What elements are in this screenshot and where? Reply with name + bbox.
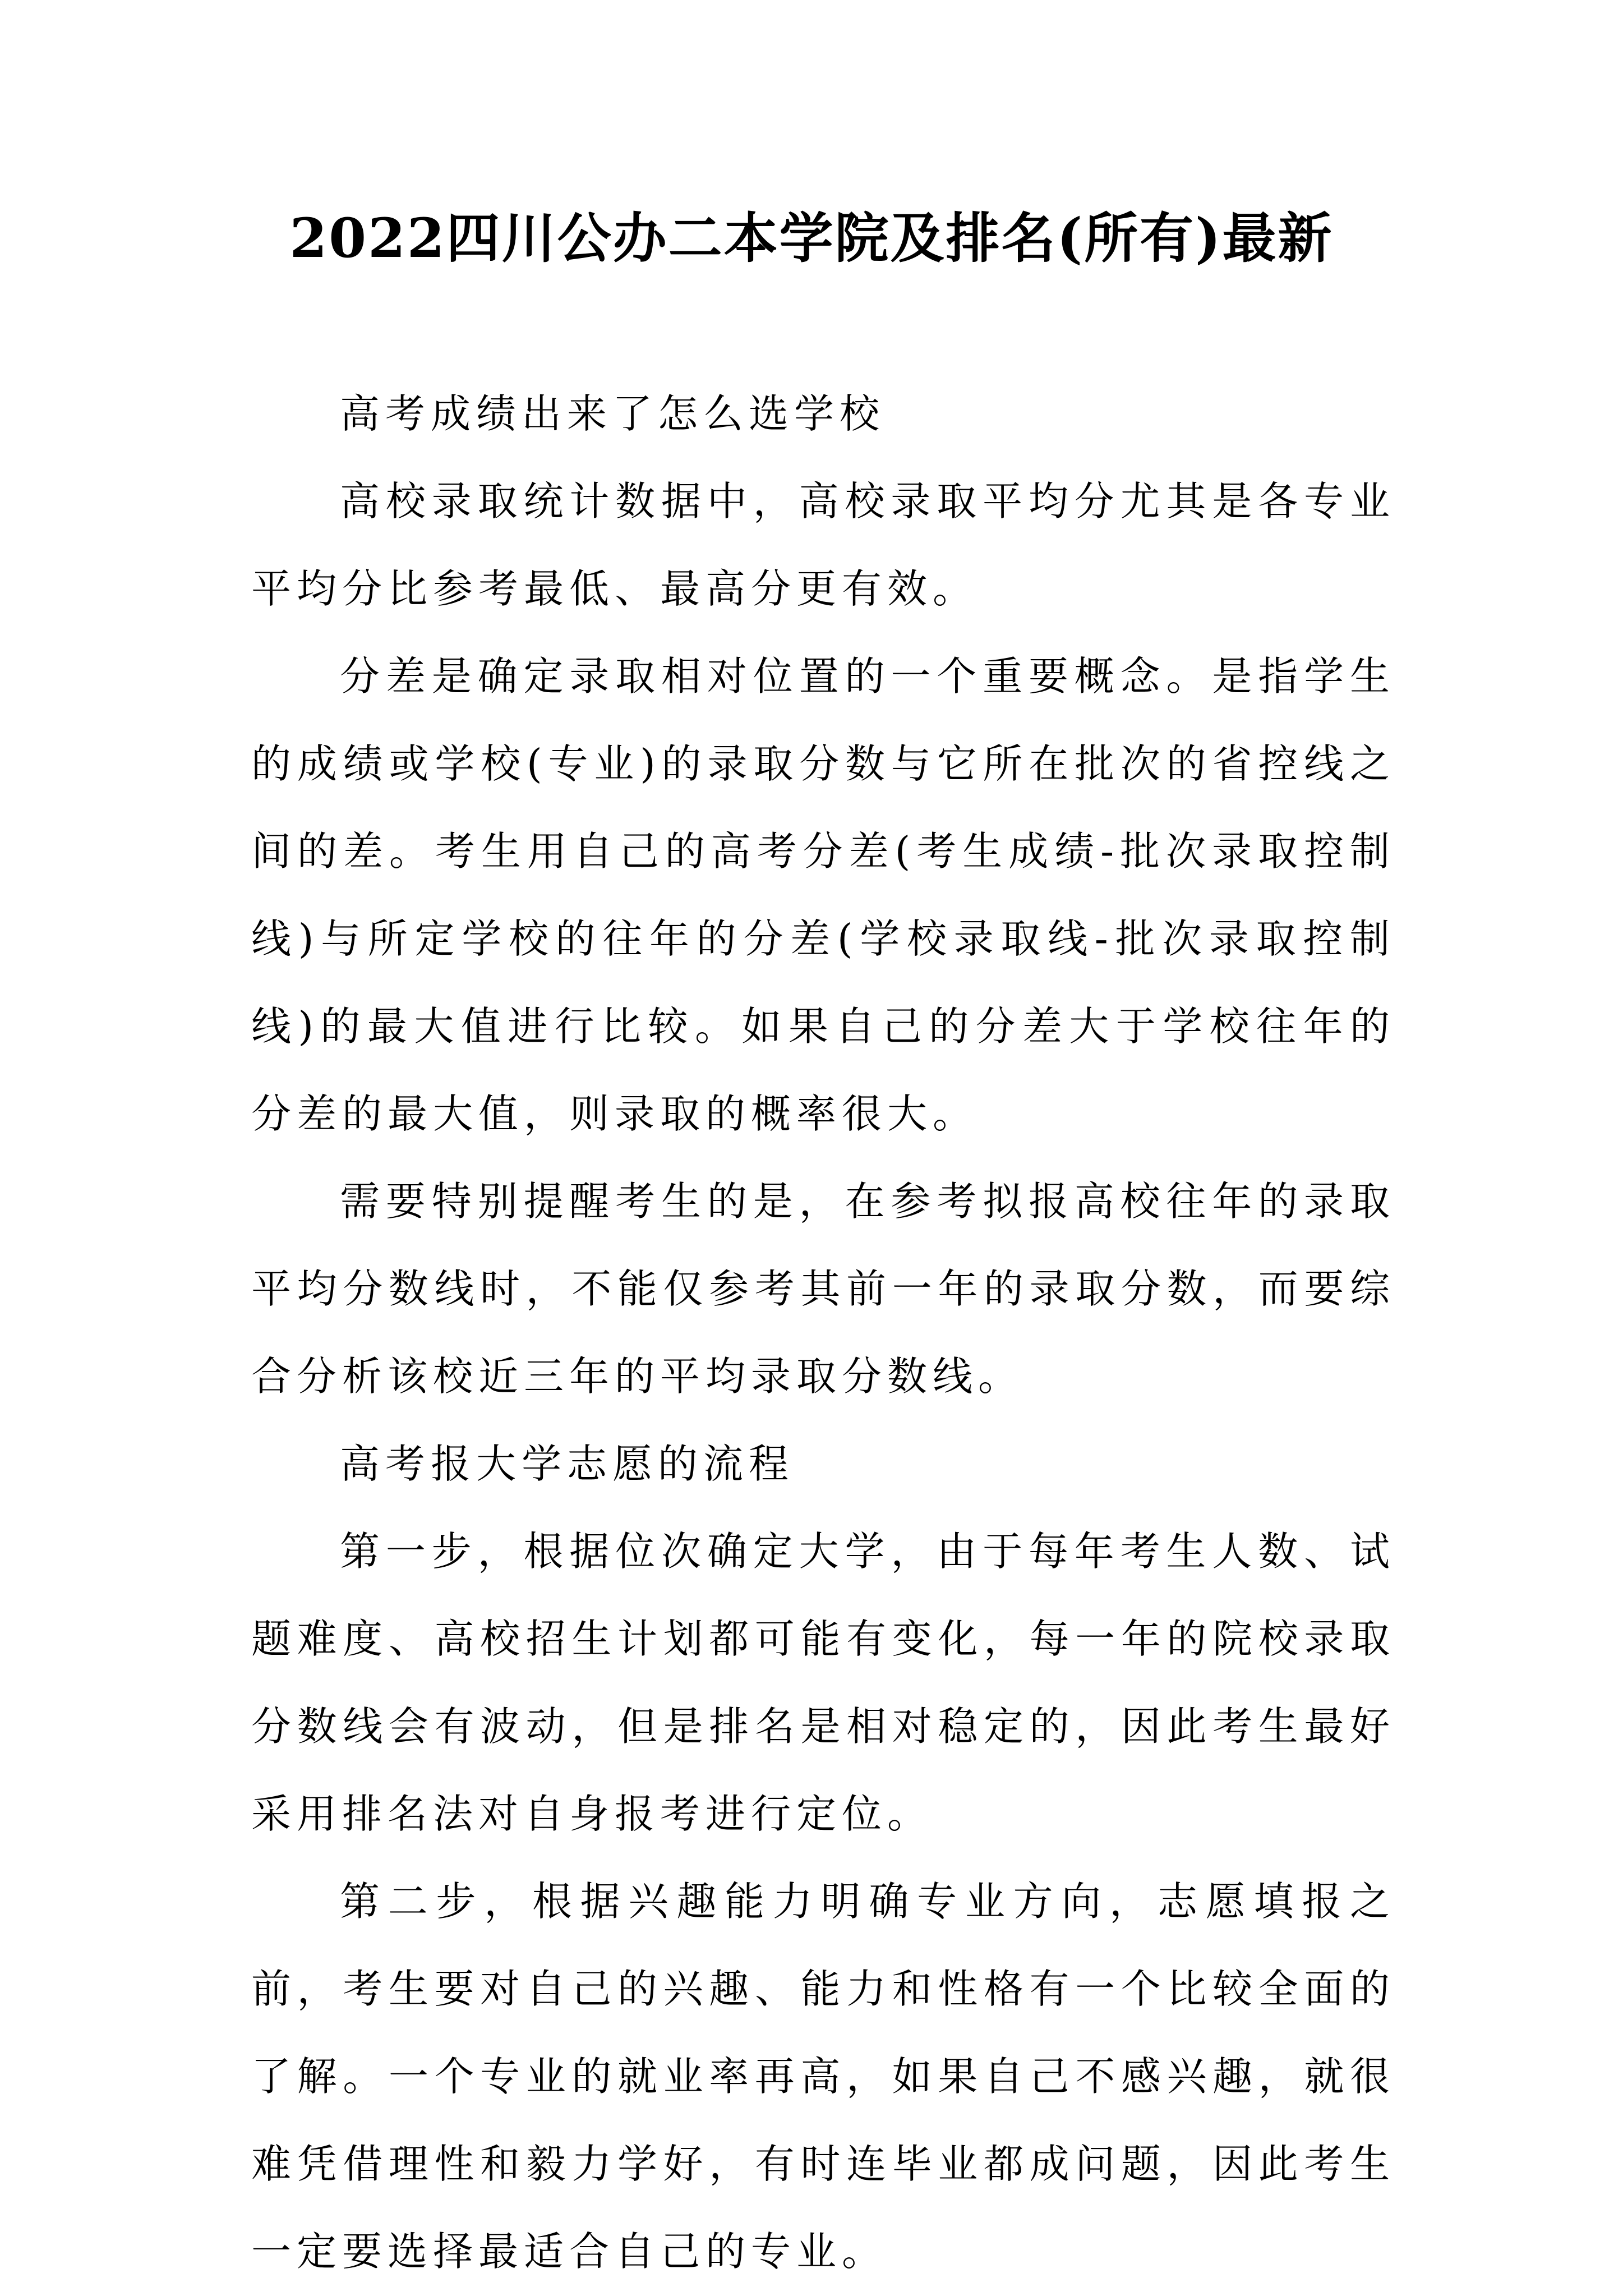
document-title: 2022四川公办二本学院及排名(所有)最新 [289, 206, 1334, 270]
paragraph-average-score: 高校录取统计数据中，高校录取平均分尤其是各专业平均分比参考最低、最高分更有效。 [251, 478, 1395, 612]
paragraph-score-difference: 分差是确定录取相对位置的一个重要概念。是指学生的成绩或学校(专业)的录取分数与它所在批次的省控线之间的差。考生用自己的高考分差(考生成绩-批次录取控制线)与所定学校的往年的分差(学校录取线-批次录取控制线)的最大值进行比较。如果自己的分差大于学校往年的分差的最大值，则录取的概率很大。 [251, 653, 1395, 1137]
paragraph-step-one: 第一步，根据位次确定大学，由于每年考生人数、试题难度、高校招生计划都可能有变化，每一年的院校录取分数线会有波动，但是排名是相对稳定的，因此考生最好采用排名法对自身报考进行定位。 [251, 1528, 1395, 1837]
paragraph-reminder: 需要特别提醒考生的是，在参考拟报高校往年的录取平均分数线时，不能仅参考其前一年的录取分数，而要综合分析该校近三年的平均录取分数线。 [251, 1178, 1395, 1400]
paragraph-heading-process: 高考报大学志愿的流程 [340, 1441, 795, 1487]
paragraph-step-two: 第二步，根据兴趣能力明确专业方向，志愿填报之前，考生要对自己的兴趣、能力和性格有一个比较全面的了解。一个专业的就业率再高，如果自己不感兴趣，就很难凭借理性和毅力学好，有时连毕业都成问题，因此考生一定要选择最适合自己的专业。 [251, 1878, 1395, 2275]
paragraph-heading-choose-school: 高考成绩出来了怎么选学校 [340, 390, 886, 437]
document-body [251, 370, 1395, 2295]
